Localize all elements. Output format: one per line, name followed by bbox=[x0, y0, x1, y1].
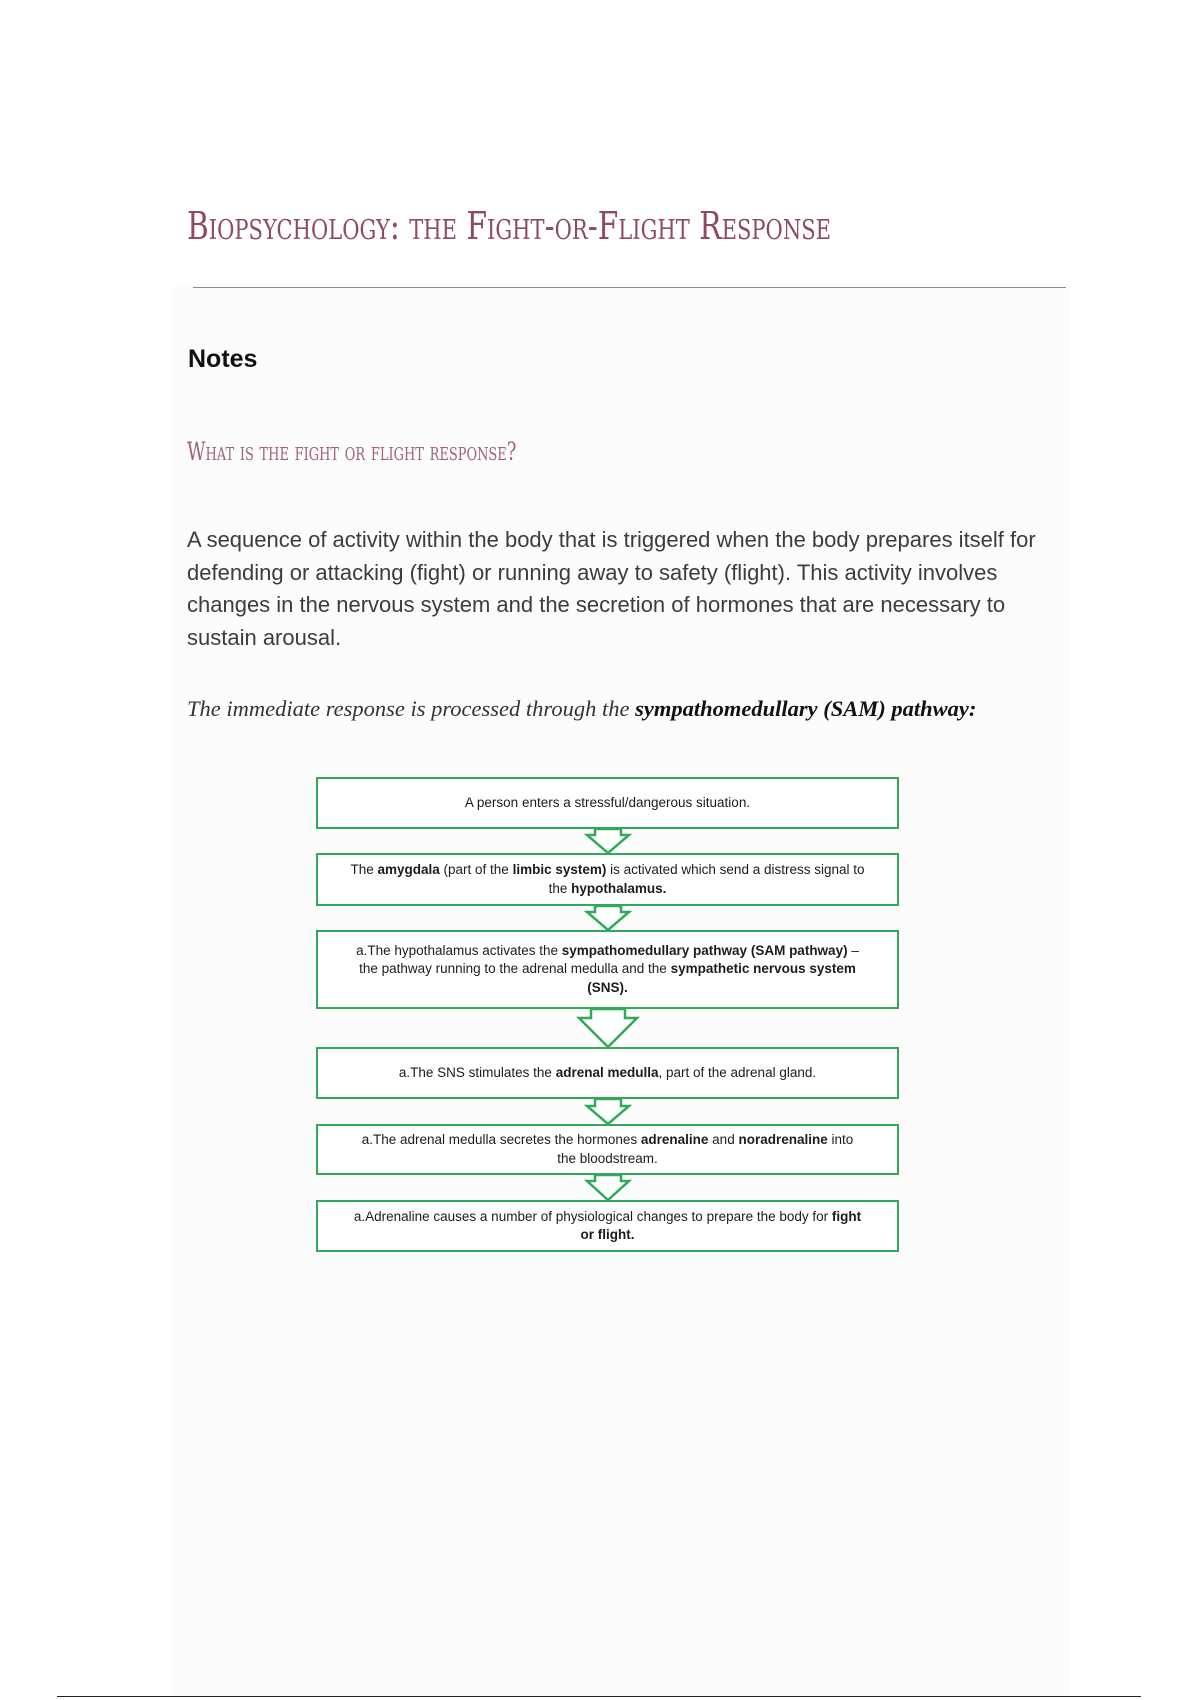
arrow-down-icon bbox=[587, 1099, 629, 1124]
flow-step-text: a.Adrenaline causes a number of physiological changes to prepare the body for bbox=[353, 1208, 832, 1224]
flow-step-text: – bbox=[847, 942, 859, 958]
flow-step-text: , part of the adrenal gland. bbox=[658, 1064, 817, 1080]
flow-step-bold-text: (SNS). bbox=[587, 979, 628, 995]
flow-step-text: a.The SNS stimulates the bbox=[398, 1064, 556, 1080]
flow-step-text: a.The adrenal medulla secretes the hormones bbox=[361, 1132, 641, 1147]
flow-step-bold-text: fight bbox=[831, 1208, 862, 1224]
flow-step-5 bbox=[316, 1124, 899, 1175]
arrow-down-icon bbox=[587, 906, 629, 930]
flow-step-bold-text: or flight. bbox=[580, 1227, 635, 1242]
flow-step-line bbox=[362, 1131, 854, 1150]
flow-step-bold-text: adrenal medulla bbox=[555, 1064, 659, 1080]
flow-step-text: into bbox=[827, 1132, 854, 1147]
flow-step-text: the bbox=[548, 880, 572, 896]
sam-intro-prefix: The immediate response is processed through the bbox=[187, 696, 636, 721]
flow-step-text: and bbox=[708, 1132, 739, 1147]
sam-intro-bold: sympathomedullary (SAM) pathway: bbox=[635, 696, 977, 721]
flow-step-line bbox=[581, 1226, 635, 1245]
flow-step-bold-text: limbic system) bbox=[512, 862, 607, 877]
flow-step-text: The bbox=[350, 862, 378, 877]
flow-step-text: the bloodstream. bbox=[557, 1150, 658, 1166]
flow-step-bold-text: hypothalamus. bbox=[571, 880, 667, 896]
document-title: Biopsychology: the Fight-or-Flight Response bbox=[187, 204, 832, 248]
arrow-down-icon bbox=[587, 829, 629, 853]
section-heading: What is the fight or flight response? bbox=[187, 437, 517, 466]
flow-step-text: a.The hypothalamus activates the bbox=[356, 942, 562, 958]
flow-step-6 bbox=[316, 1200, 899, 1252]
flow-step-text: is activated which send a distress signal to bbox=[606, 862, 865, 877]
flow-step-bold-text: noradrenaline bbox=[738, 1132, 828, 1147]
flow-step-text: A person enters a stressful/dangerous situation. bbox=[464, 794, 751, 810]
arrow-down-icon bbox=[587, 1175, 629, 1200]
flow-step-text: the pathway running to the adrenal medulla and the bbox=[359, 961, 671, 977]
page-footer-rule bbox=[57, 1696, 1141, 1697]
flow-step-bold-text: adrenaline bbox=[640, 1132, 709, 1147]
arrow-down-icon bbox=[579, 1009, 637, 1047]
flow-step-line bbox=[354, 1208, 861, 1227]
notes-heading: Notes bbox=[188, 345, 258, 373]
flow-step-text: (part of the bbox=[439, 862, 513, 877]
flow-step-bold-text: sympathomedullary pathway (SAM pathway) bbox=[561, 942, 848, 958]
definition-paragraph: A sequence of activity within the body that is triggered when the body prepares itself for defending or attacking (fight) or running away to safety (flight). This activity involves changes in the nervous system and the secretion of hormones that are necessary to sustain arousal. bbox=[187, 527, 1036, 650]
flow-step-bold-text: amygdala bbox=[377, 862, 440, 877]
flow-step-line bbox=[557, 1150, 658, 1169]
flow-step-bold-text: sympathetic nervous system bbox=[670, 961, 856, 977]
